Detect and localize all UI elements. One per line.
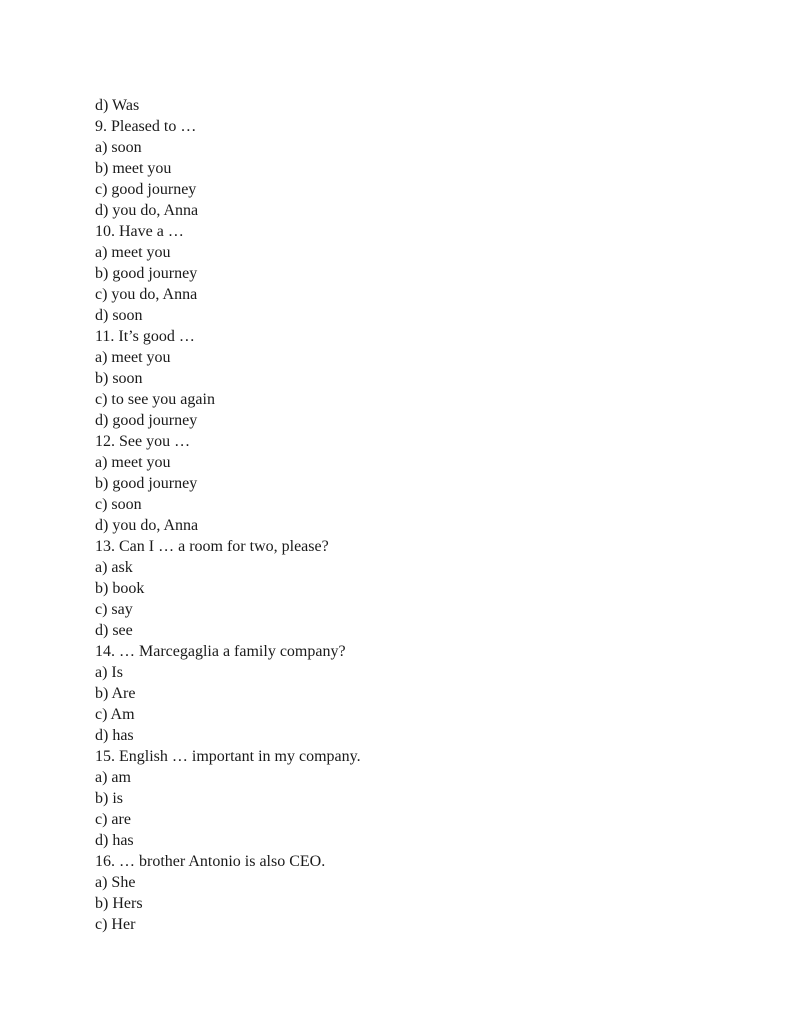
- answer-option: b) Are: [95, 685, 136, 702]
- question: 15. English … important in my company.: [95, 748, 361, 765]
- answer-option: b) meet you: [95, 160, 172, 177]
- question: 11. It’s good …: [95, 328, 195, 345]
- answer-option: d) you do, Anna: [95, 202, 199, 219]
- answer-option: a) She: [95, 874, 136, 891]
- answer-option: d) soon: [95, 307, 143, 324]
- question: 16. … brother Antonio is also CEO.: [95, 853, 326, 870]
- answer-option: c) Am: [95, 706, 135, 723]
- answer-option: a) am: [95, 769, 131, 786]
- answer-option: c) you do, Anna: [95, 286, 198, 303]
- answer-option: a) meet you: [95, 244, 171, 261]
- answer-option: a) soon: [95, 139, 142, 156]
- answer-option: a) meet you: [95, 349, 171, 366]
- question: 12. See you …: [95, 433, 191, 450]
- answer-option: d) has: [95, 727, 134, 744]
- answer-option: b) soon: [95, 370, 143, 387]
- answer-option: d) see: [95, 622, 133, 639]
- question: 9. Pleased to …: [95, 118, 197, 135]
- answer-option: b) book: [95, 580, 145, 597]
- answer-option: c) to see you again: [95, 391, 215, 408]
- question: 13. Can I … a room for two, please?: [95, 538, 329, 555]
- answer-option: d) you do, Anna: [95, 517, 199, 534]
- answer-option: b) is: [95, 790, 123, 807]
- answer-option: d) Was: [95, 97, 140, 114]
- answer-option: c) are: [95, 811, 131, 828]
- answer-option: c) soon: [95, 496, 142, 513]
- answer-option: b) Hers: [95, 895, 143, 912]
- question: 10. Have a …: [95, 223, 184, 240]
- document-page: [95, 95, 735, 935]
- answer-option: d) good journey: [95, 412, 198, 429]
- answer-option: c) say: [95, 601, 133, 618]
- answer-option: d) has: [95, 832, 134, 849]
- answer-option: c) good journey: [95, 181, 197, 198]
- answer-option: b) good journey: [95, 475, 198, 492]
- answer-option: b) good journey: [95, 265, 198, 282]
- answer-option: a) ask: [95, 559, 133, 576]
- answer-option: a) Is: [95, 664, 123, 681]
- answer-option: c) Her: [95, 916, 136, 933]
- answer-option: a) meet you: [95, 454, 171, 471]
- question: 14. … Marcegaglia a family company?: [95, 643, 346, 660]
